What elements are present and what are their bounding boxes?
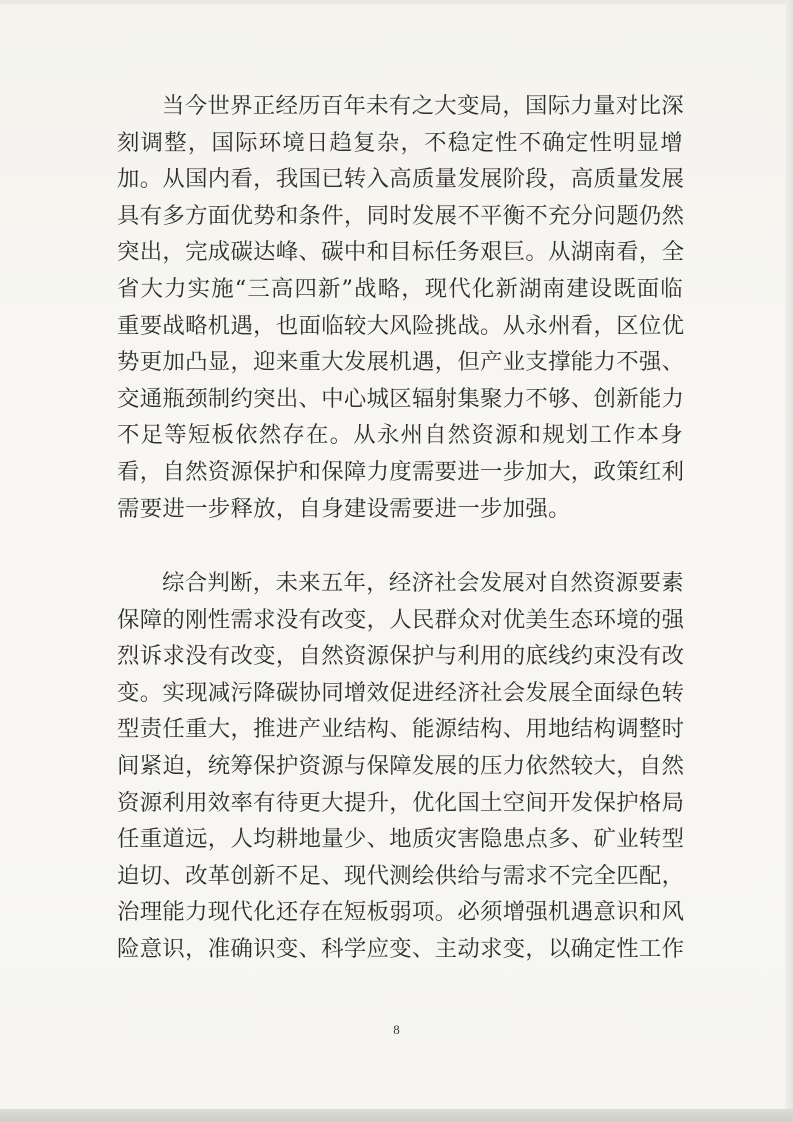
text-line: 变。实现减污降碳协同增效促进经济社会发展全面绿色转 <box>117 679 685 706</box>
scan-edge-top <box>0 0 793 4</box>
text-line: 重要战略机遇，也面临较大风险挑战。从永州看，区位优 <box>117 312 685 339</box>
text-line: 不足等短板依然存在。从永州自然资源和规划工作本身 <box>117 422 683 449</box>
text-line: 看，自然资源保护和保障力度需要进一步加大，政策红利 <box>117 458 685 485</box>
text-line: 型责任重大，推进产业结构、能源结构、用地结构调整时 <box>117 716 685 743</box>
text-line: 具有多方面优势和条件，同时发展不平衡不充分问题仍然 <box>117 202 685 229</box>
text-line: 任重道远，人均耕地量少、地质灾害隐患点多、矿业转型 <box>117 826 685 853</box>
text-line: 交通瓶颈制约突出、中心城区辐射集聚力不够、创新能力 <box>117 385 685 412</box>
text-line: 治理能力现代化还存在短板弱项。必须增强机遇意识和风 <box>117 899 685 926</box>
text-line: 突出，完成碳达峰、碳中和目标任务艰巨。从湖南看，全 <box>117 239 685 266</box>
paragraph-judgment <box>117 565 683 968</box>
scan-edge-bottom <box>0 1109 793 1121</box>
paragraph-situation <box>117 88 683 527</box>
text-line: 省大力实施“三高四新”战略，现代化新湖南建设既面临 <box>117 275 683 302</box>
text-line: 迫切、改革创新不足、现代测绘供给与需求不完全匹配， <box>117 862 685 889</box>
text-line: 当今世界正经历百年未有之大变局，国际力量对比深 <box>162 93 684 119</box>
text-line: 势更加凸显，迎来重大发展机遇，但产业支撑能力不强、 <box>117 349 685 376</box>
text-line: 综合判断，未来五年，经济社会发展对自然资源要素 <box>162 570 684 596</box>
text-line: 烈诉求没有改变，自然资源保护与利用的底线约束没有改 <box>117 643 685 670</box>
text-line: 刻调整，国际环境日趋复杂，不稳定性不确定性明显增 <box>117 129 683 156</box>
text-line: 需要进一步释放，自身建设需要进一步加强。 <box>117 495 571 522</box>
text-line: 间紧迫，统筹保护资源与保障发展的压力依然较大，自然 <box>117 752 685 779</box>
text-line: 资源利用效率有待更大提升，优化国土空间开发保护格局 <box>117 789 685 816</box>
scan-edge-right <box>785 0 793 1121</box>
page-number: 8 <box>393 1022 400 1037</box>
text-line: 险意识，准确识变、科学应变、主动求变，以确定性工作 <box>117 935 685 962</box>
text-line: 保障的刚性需求没有改变，人民群众对优美生态环境的强 <box>117 606 685 633</box>
text-line: 加。从国内看，我国已转入高质量发展阶段，高质量发展 <box>117 166 685 193</box>
